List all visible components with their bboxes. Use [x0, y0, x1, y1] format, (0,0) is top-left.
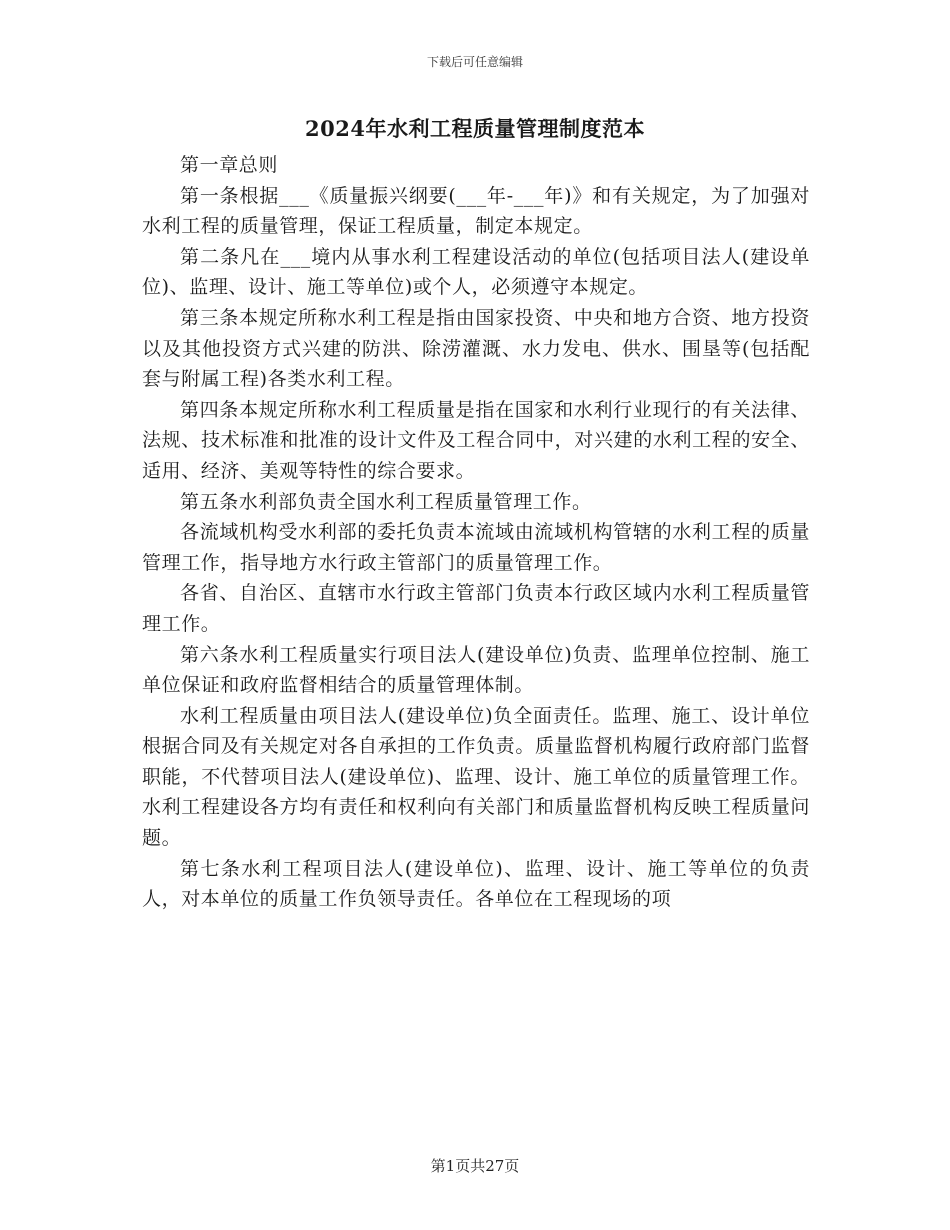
- paragraph-article-6-responsibility: 水利工程质量由项目法人(建设单位)负全面责任。监理、施工、设计单位根据合同及有关规定对各自承担的工作负责。质量监督机构履行政府部门监督职能，不代替项目法人(建设单位)、监理、设计、施工单位的质量管理工作。水利工程建设各方均有责任和权利向有关部门和质量监督机构反映工程质量问题。: [142, 704, 810, 850]
- paragraph-article-6: 第六条水利工程质量实行项目法人(建设单位)负责、监理单位控制、施工单位保证和政府监督相结合的质量管理体制。: [142, 643, 810, 697]
- paragraph-article-1: 第一条根据___《质量振兴纲要(___年-___年)》和有关规定，为了加强对水利工程的质量管理，保证工程质量，制定本规定。: [142, 184, 810, 238]
- paragraph-article-7: 第七条水利工程项目法人(建设单位)、监理、设计、施工等单位的负责人，对本单位的质量工作负领导责任。各单位在工程现场的项: [142, 857, 810, 911]
- paragraph-article-3: 第三条本规定所称水利工程是指由国家投资、中央和地方合资、地方投资以及其他投资方式兴建的防洪、除涝灌溉、水力发电、供水、围垦等(包括配套与附属工程)各类水利工程。: [142, 306, 810, 391]
- paragraph-article-5-basin: 各流域机构受水利部的委托负责本流域由流域机构管辖的水利工程的质量管理工作，指导地方水行政主管部门的质量管理工作。: [142, 521, 810, 574]
- page-header-note: 下载后可任意编辑: [426, 55, 523, 69]
- paragraph-article-4: 第四条本规定所称水利工程质量是指在国家和水利行业现行的有关法律、法规、技术标准和批准的设计文件及工程合同中，对兴建的水利工程的安全、适用、经济、美观等特性的综合要求。: [142, 398, 810, 482]
- paragraph-article-5: 第五条水利部负责全国水利工程质量管理工作。: [180, 490, 592, 513]
- document-title: 2024年水利工程质量管理制度范本: [305, 116, 645, 141]
- document-body: [142, 150, 810, 915]
- chapter-heading: 第一章总则: [180, 154, 279, 176]
- paragraph-article-2: 第二条凡在___境内从事水利工程建设活动的单位(包括项目法人(建设单位)、监理、设计、施工等单位)或个人，必须遵守本规定。: [142, 245, 810, 299]
- paragraph-article-5-province: 各省、自治区、直辖市水行政主管部门负责本行政区域内水利工程质量管理工作。: [142, 582, 810, 635]
- page-number: 第1页共27页: [430, 1157, 520, 1175]
